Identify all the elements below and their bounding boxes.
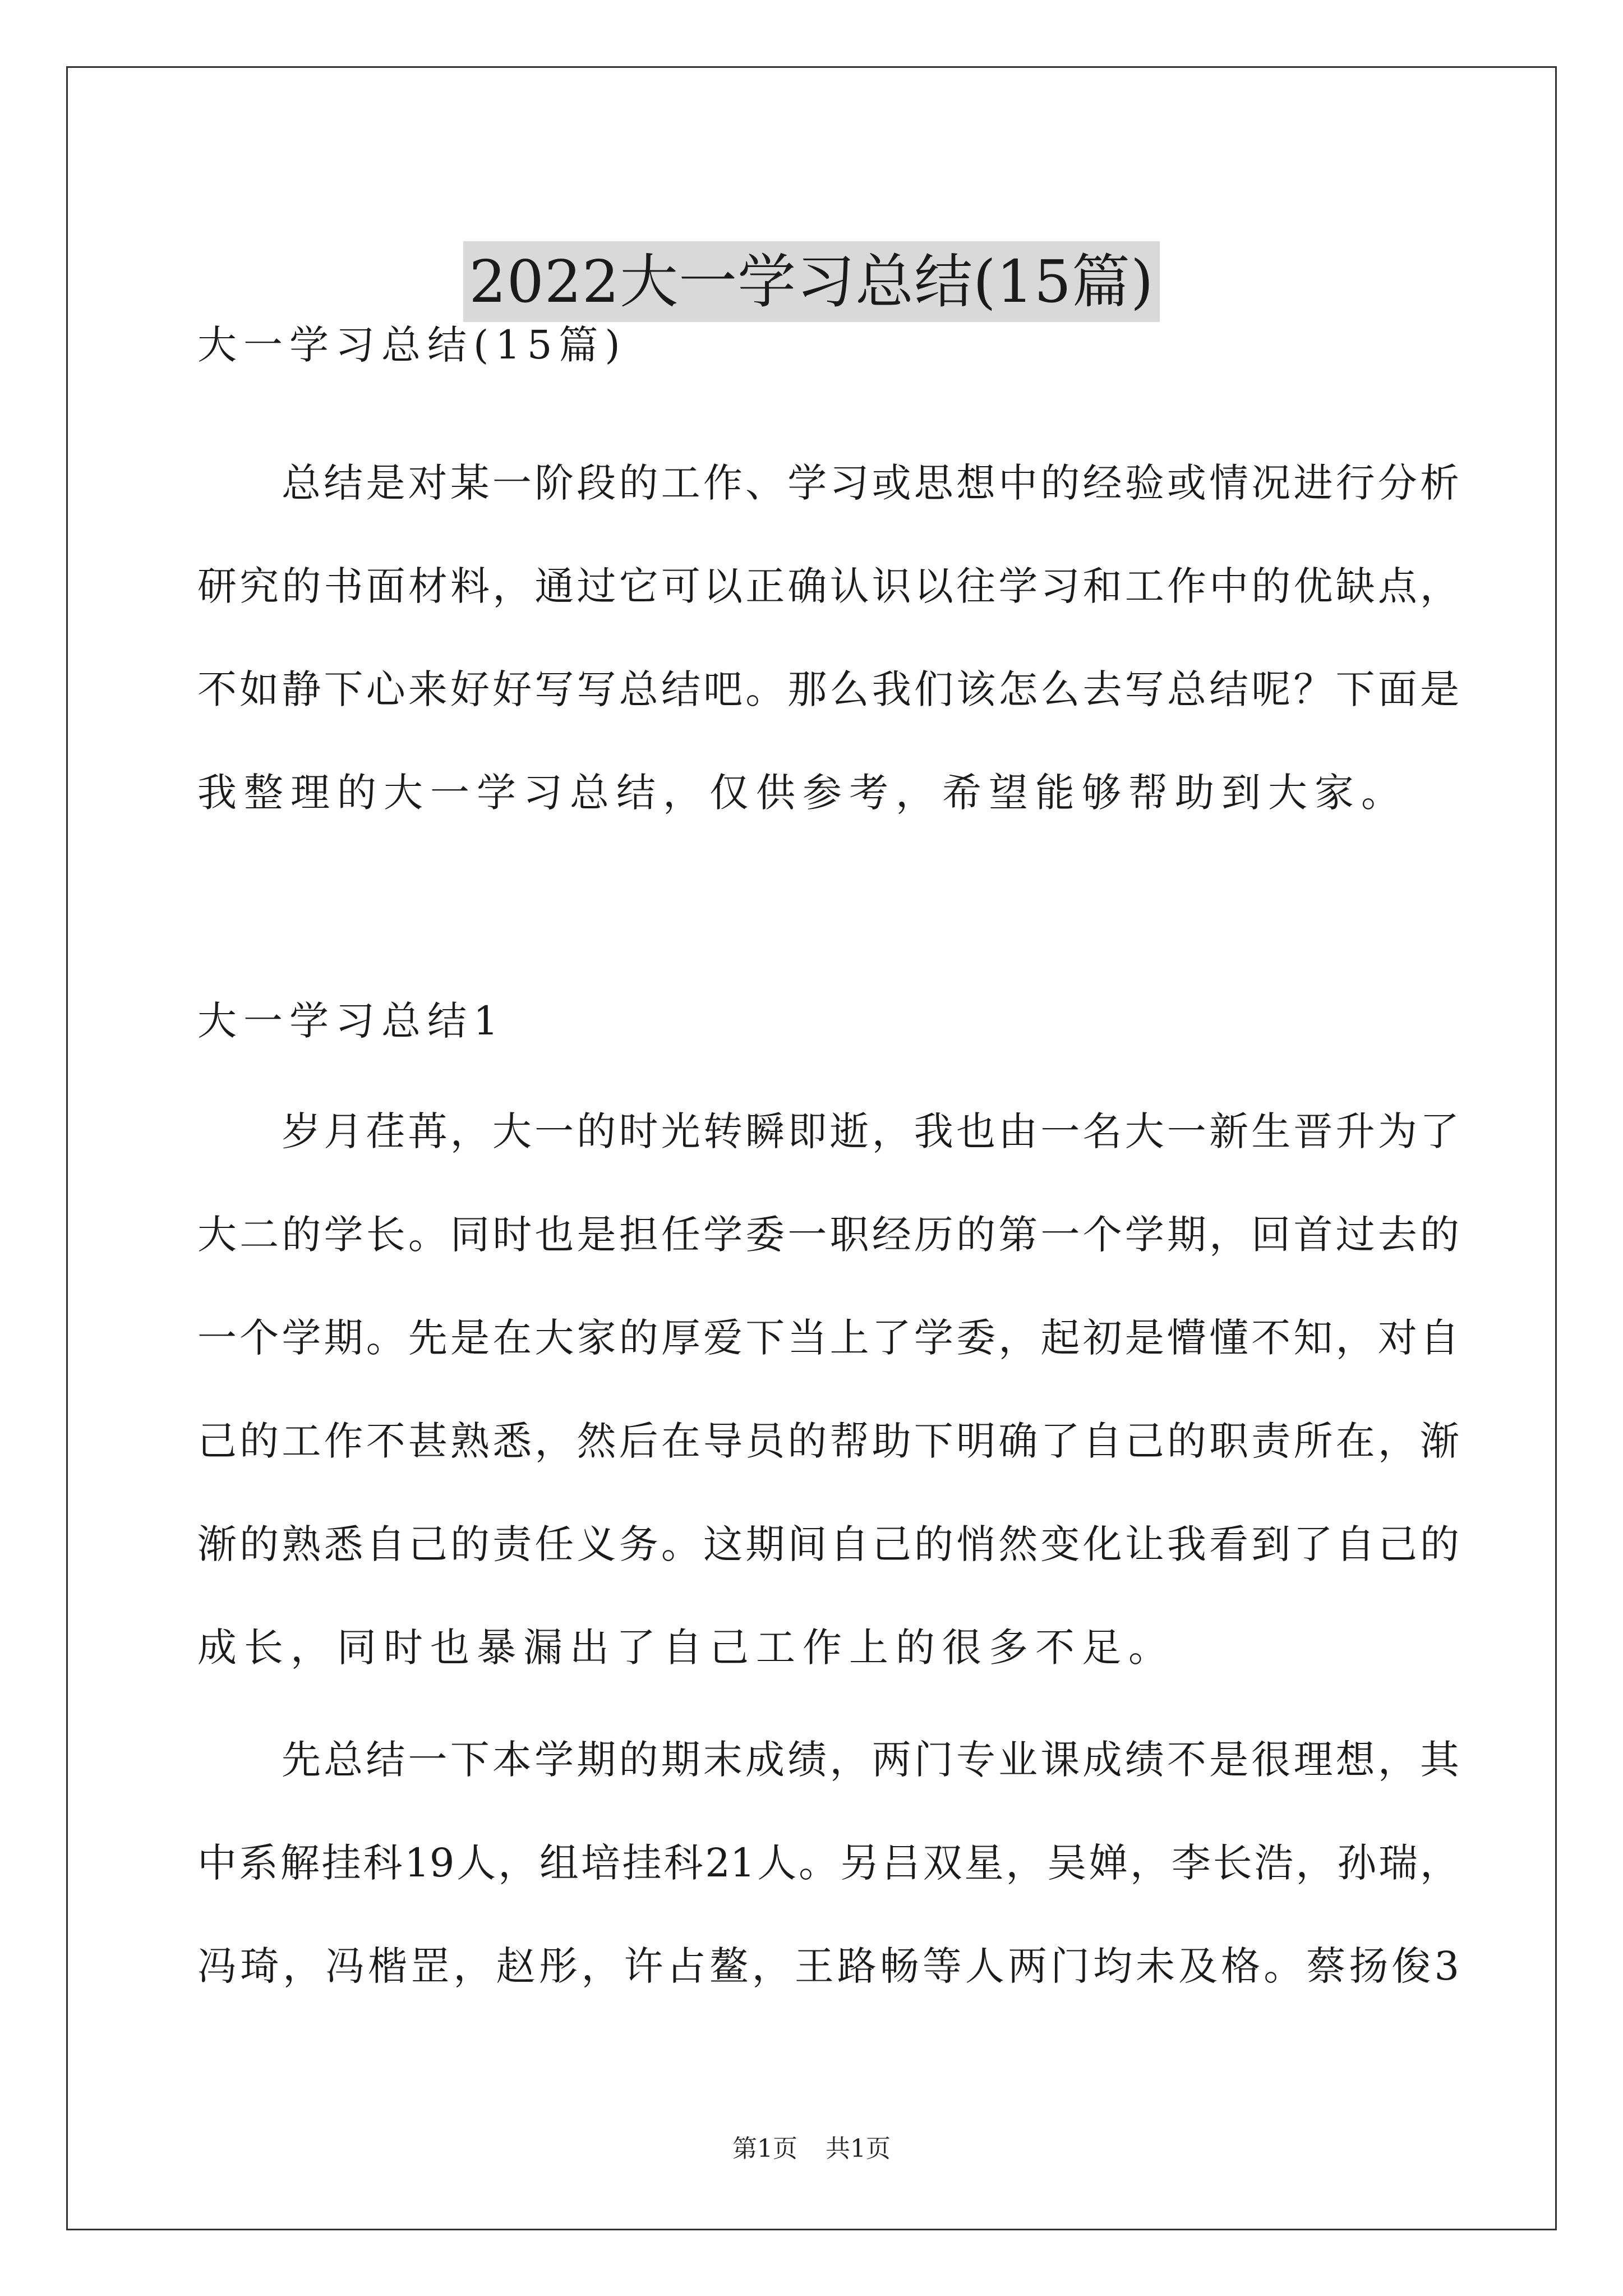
paragraph-line: 渐的熟悉自己的责任义务。这期间自己的悄然变化让我看到了自己的 (197, 1521, 1459, 1567)
page-total: 共1页 (826, 2134, 891, 2163)
paragraph-line: 先总结一下本学期的期末成绩，两门专业课成绩不是很理想，其 (282, 1737, 1459, 1783)
paragraph-line: 一个学期。先是在大家的厚爱下当上了学委，起初是懵懂不知，对自 (197, 1315, 1459, 1361)
document-subtitle: 大一学习总结(15篇) (197, 322, 627, 368)
intro-line: 我整理的大一学习总结，仅供参考，希望能够帮助到大家。 (197, 770, 1408, 816)
paragraph-line: 中系解挂科19人，组培挂科21人。另吕双星，吴婵，李长浩，孙瑞， (197, 1840, 1459, 1886)
paragraph-line: 成长，同时也暴漏出了自己工作上的很多不足。 (197, 1625, 1175, 1671)
paragraph-line: 冯琦，冯楷罡，赵彤，许占鳌，王路畅等人两门均未及格。蔡扬俊3 (197, 1943, 1459, 1989)
intro-line: 研究的书面材料，通过它可以正确认识以往学习和工作中的优缺点， (197, 563, 1459, 609)
paragraph-line: 己的工作不甚熟悉，然后在导员的帮助下明确了自己的职责所在，渐 (197, 1418, 1459, 1464)
paragraph-line: 岁月荏苒，大一的时光转瞬即逝，我也由一名大一新生晋升为了 (282, 1108, 1459, 1154)
intro-line: 总结是对某一阶段的工作、学习或思想中的经验或情况进行分析 (282, 460, 1459, 506)
page-footer (0, 2133, 1623, 2165)
intro-line: 不如静下心来好好写写总结吧。那么我们该怎么去写总结呢？下面是 (197, 666, 1459, 712)
document-title: 2022大一学习总结(15篇) (463, 241, 1159, 322)
page-number: 第1页 (732, 2134, 797, 2163)
section-heading: 大一学习总结1 (197, 998, 505, 1044)
paragraph-line: 大二的学长。同时也是担任学委一职经历的第一个学期，回首过去的 (197, 1212, 1459, 1258)
